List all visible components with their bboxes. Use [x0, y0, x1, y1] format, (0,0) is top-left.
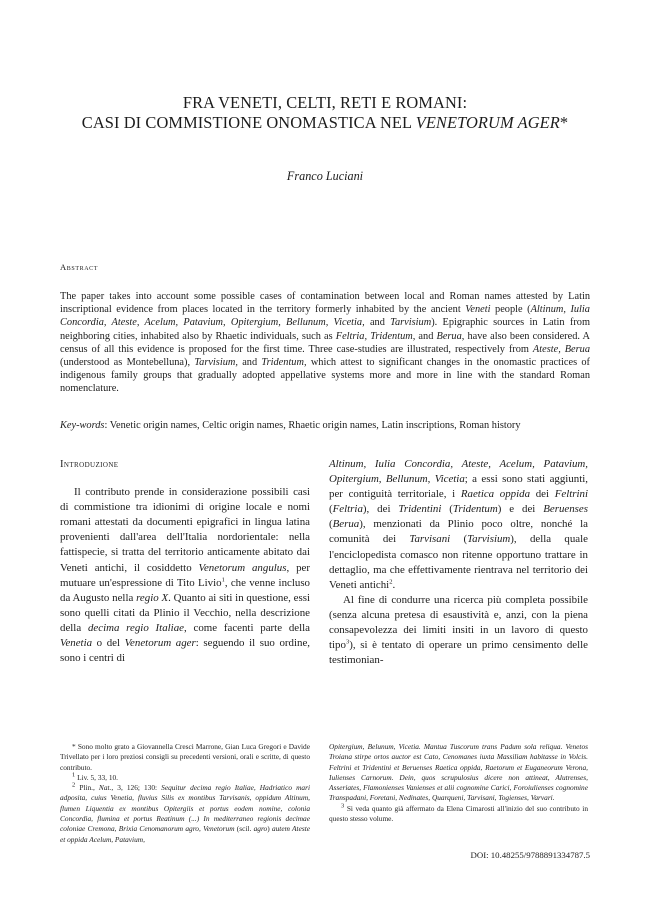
doi-label: DOI: 10.48255/9788891334787.5 — [470, 850, 590, 860]
abstract-heading: Abstract — [60, 262, 99, 272]
title-line-1: FRA VENETI, CELTI, RETI E ROMANI: — [182, 93, 468, 112]
footnote-ref: 1 — [221, 576, 225, 584]
section-heading: Introduzione — [60, 459, 119, 470]
body-paragraph: Altinum, Iulia Concordia, Ateste, Acelum, Patavium, Opitergium, Bellunum, Vicetia; a essi sono stati aggiunti, per contiguità territoriale, i Raetica oppida dei Feltrini (Feltria), dei Tridentini (Tridentum) e dei Beruenses (Berua), menzionati da Plinio poco oltre, nonché la comunità dei Tarvisani (Tarvisium), della quale l'enciclopedista comasco non ritenne opportuno trattare in dettaglio, ma che effettivamente rientrava nel territorio dei Veneti antichi$^2$. — [329, 458, 588, 591]
author-name: Franco Luciani — [286, 169, 364, 183]
body-paragraph: Al fine di condurre una ricerca più completa possibile (senza alcuna pretesa di esaustività e, anzi, con la piena consapevolezza dei limiti insiti in un lavoro di questo tipo$^3$), si è tentato di operare un primo censimento delle testimonian- — [329, 593, 588, 667]
footnote-continuation: Opitergium, Belunum, Vicetia. Mantua Tuscorum trans Padum sola reliqua. Venetos Troiana stirpe ortos auctor est Cato, Cenomanes iuxta Massiliam habitasse in Volcis. Feltrini et Tridentini et Beruenses Raetica oppida, Raetorum et Euganeorum Verona, Iulienses Carnorum. Dein, quos scrupulosius dicere non attineat, Alutrenses, Asseriates, Flamonienses Vanienses et alii cognomine Carici, Foroiulienses cognomine Transpadani, Foretani, Nedinates, Quarqueni, Tarvisani, Togienses, Varvari. — [329, 742, 588, 803]
title-line-2: CASI DI COMMISTIONE ONOMASTICA NEL VENETORUM AGER* — [81, 113, 569, 132]
body-paragraph: Il contributo prende in considerazione possibili casi di commistione tra idionimi di origine locale e nomi romani attestati da documenti epigrafici in lingua latina provenienti dall'area dell'Italia nordorientale: nella fattispecie, si tratta del territorio anticamente abitato dai Veneti antichi, il cosiddetto Venetorum angulus, per mutuare un'espressione di Tito Livio$^1$, che venne incluso da Augusto nella regio X. Quanto ai siti in questione, essi sono quelli citati da Plinio il Vecchio, nella descrizione della decima regio Italiae, come facenti parte della Venetia o del Venetorum ager: seguendo il suo ordine, sono i centri di — [60, 486, 311, 665]
footnotes-left — [60, 742, 310, 845]
keywords-text: : Venetic origin names, Celtic origin names, Rhaetic origin names, Latin inscriptions, Roman history — [104, 420, 521, 431]
footnote-ref: 3 — [345, 638, 350, 646]
footnote-ref: 2 — [389, 578, 393, 586]
paper-title — [70, 93, 580, 133]
body-column-left — [60, 457, 310, 666]
keywords — [60, 419, 590, 432]
footnote: $^1$ Liv. 5, 33, 10. — [72, 771, 119, 782]
keywords-label: Key-words — [60, 420, 105, 431]
abstract-text: The paper takes into account some possible cases of contamination between local and Roman names attested by Latin inscriptional evidence from places located in the territory formerly inhabited by the ancient Veneti people (Altinum, Iulia Concordia, Ateste, Acelum, Patavium, Opitergium, Bellunum, Vicetia, and Tarvisium). Epigraphic sources in Latin from neighboring cities, inhabited also by Rhaetic individuals, such as Feltria, Tridentum, and Berua, have also been considered. A census of all this evidence is proposed for the first time. Three case-studies are illustrated, respectively from Ateste, Berua (understood as Montebelluna), Tarvisium, and Tridentum, which attest to significant changes in the onomastic practices of indigenous family groups that gradually adopted appellative systems more and more in line with the standard Roman nomenclature. — [60, 291, 590, 395]
footnote: * Sono molto grato a Giovannella Cresci Marrone, Gian Luca Gregori e Davide Trivellato per i loro preziosi consigli su precedenti versioni, orali e scritte, di questo contributo. — [60, 742, 310, 772]
body-column-right — [329, 457, 588, 668]
footnote: $^2$ Plin., Nat., 3, 126; 130: Sequitur decima regio Italiae, Hadriatico mari adposita, cuius Venetia, fluvius Silis ex montibus Tarvisanis, oppidum Altinum, flumen Liquentia ex montibus Opitergiis et portus eodem nomine, colonia Concordia, flumina et portus Reatinum (...) In mediterraneo regionis decimae coloniae Cremona, Brixia Cenomanorum agro, Venetorum (scil. agro) autem Ateste et oppida Acelum, Patavium, — [60, 781, 311, 844]
footnote: $^3$ Si veda quanto già affermato da Elena Cimarosti all'inizio del suo contributo in questo stesso volume. — [329, 802, 588, 824]
footnotes-right — [329, 742, 588, 824]
